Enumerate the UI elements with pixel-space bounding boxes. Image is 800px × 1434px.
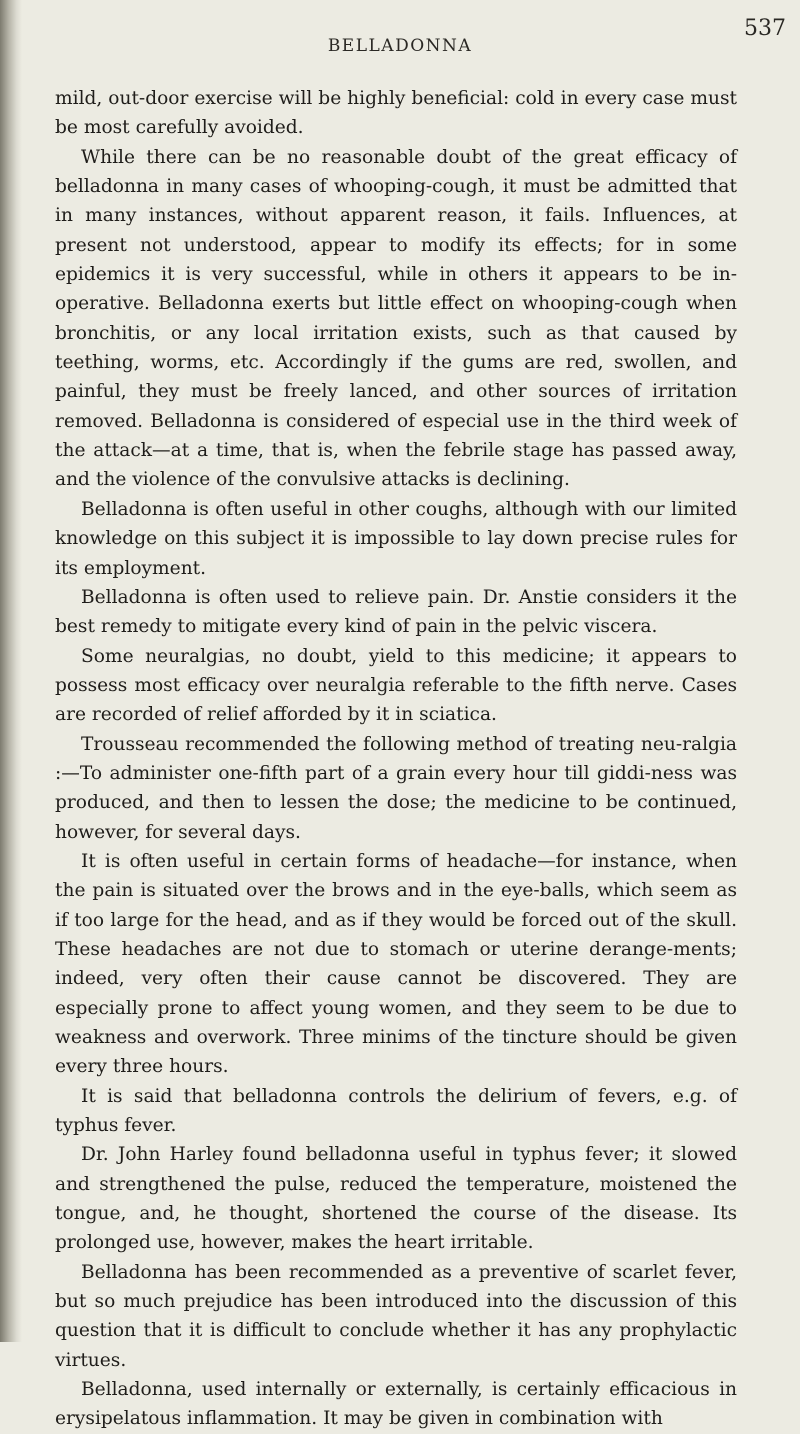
paragraph-headache: It is often useful in certain forms of headache—for instance, when the pain is situated over the brows and in the eye-balls, which seem as if too large for the head, and as if they would be forced out of the skull. These headaches are not due to stomach or uterine derange-ments; indeed, very often their cause cannot be discovered. They are especially prone to affect young women, and they seem to be due to weakness and overwork. Three minims of the tincture should be given every three hours.	[55, 850, 737, 1078]
body-text	[55, 84, 737, 1434]
paragraph-neuralgias: Some neuralgias, no doubt, yield to this medicine; it appears to possess most efficacy over neuralgia referable to the fifth nerve. Cases are recorded of relief afforded by it in sciatica.	[55, 645, 737, 726]
paragraph-other-coughs: Belladonna is often useful in other coughs, although with our limited knowledge on this subject it is impossible to lay down precise rules for its employment.	[55, 498, 737, 579]
running-title: BELLADONNA	[327, 36, 473, 56]
paragraph-scarlet-fever: Belladonna has been recommended as a preventive of scarlet fever, but so much prejudice has been introduced into the discussion of this question that it is difficult to conclude whether it has any prophylactic virtues.	[55, 1261, 737, 1371]
page-number: 537	[744, 16, 786, 41]
paragraph-trousseau: Trousseau recommended the following method of treating neu-ralgia :—To administer one-fifth part of a grain every hour till giddi-ness was produced, and then to lessen the dose; the medicine to be continued, however, for several days.	[55, 733, 737, 843]
paragraph-pain: Belladonna is often used to relieve pain. Dr. Anstie considers it the best remedy to mitigate every kind of pain in the pelvic viscera.	[55, 586, 737, 638]
paragraph-whooping-cough: While there can be no reasonable doubt of the great efficacy of belladonna in many cases of whooping-cough, it must be admitted that in many instances, without apparent reason, it fails. Influences, at present not understood, appear to modify its effects; for in some epidemics it is very successful, while in others it appears to be in-operative. Belladonna exerts but little effect on whooping-cough when bronchitis, or any local irritation exists, such as that caused by teething, worms, etc. Accordingly if the gums are red, swollen, and painful, they must be freely lanced, and other sources of irritation removed. Belladonna is considered of especial use in the third week of the attack—at a time, that is, when the febrile stage has passed away, and the violence of the convulsive attacks is declining.	[55, 146, 737, 491]
paragraph-erysipelas: Belladonna, used internally or externally, is certainly efficacious in erysipelatous inflammation. It may be given in combination with	[55, 1379, 737, 1430]
paragraph-delirium: It is said that belladonna controls the delirium of fevers, e.g. of typhus fever.	[55, 1085, 737, 1137]
paragraph-continuation: mild, out-door exercise will be highly beneficial: cold in every case must be most carefully avoided.	[55, 88, 737, 139]
paragraph-harley: Dr. John Harley found belladonna useful in typhus fever; it slowed and strengthened the pulse, reduced the temperature, moistened the tongue, and, he thought, shortened the course of the disease. Its prolonged use, however, makes the heart irritable.	[55, 1144, 737, 1254]
